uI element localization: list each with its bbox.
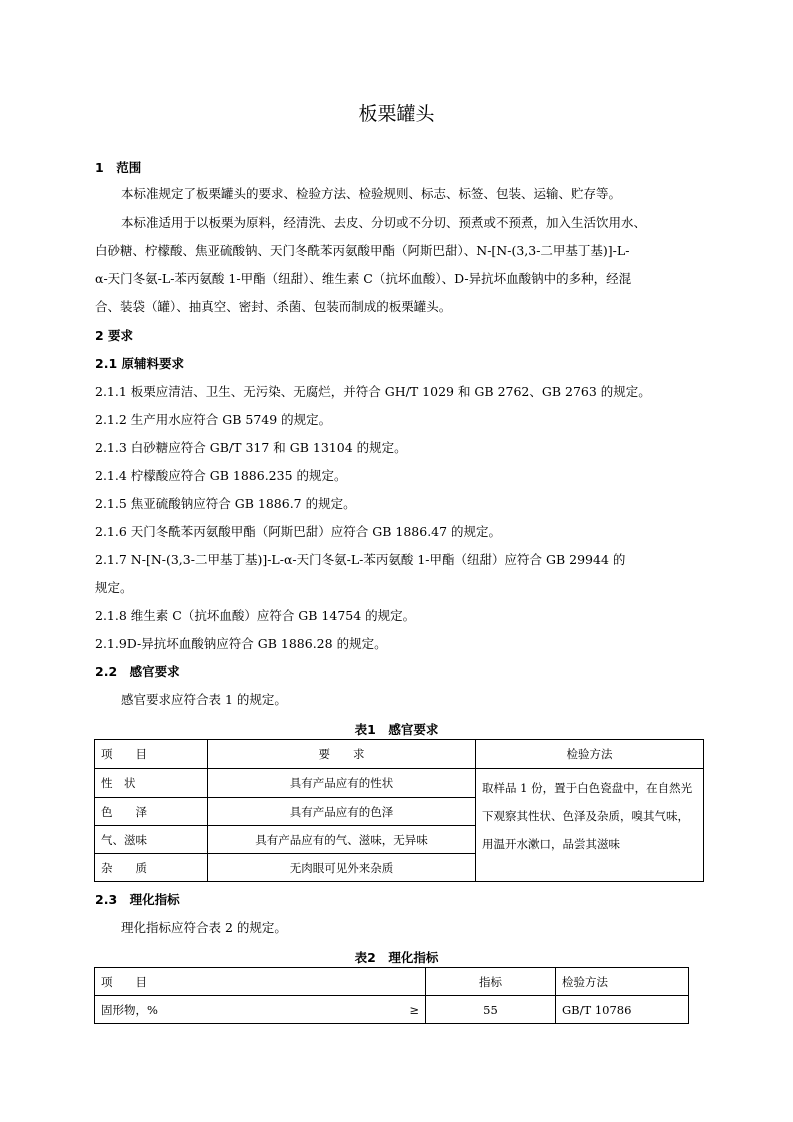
clause-item: 2.1.9D-异抗坏血酸钠应符合 GB 1886.28 的规定。 xyxy=(95,636,387,651)
page-title: 板栗罐头 xyxy=(358,103,435,125)
table-row xyxy=(95,769,704,798)
subsection-heading-materials: 2.1 原辅料要求 xyxy=(95,356,184,371)
paragraph-line: 白砂糖、柠檬酸、焦亚硫酸钠、天门冬酰苯丙氨酸甲酯（阿斯巴甜）、N-[N-(3,3-二甲基丁基)]-L- xyxy=(95,243,630,258)
table-header-row xyxy=(95,968,689,996)
subsection-heading-sensory: 2.2 感官要求 xyxy=(95,664,180,679)
table-cell-item: 气、滋味 xyxy=(95,826,208,854)
clause-item: 规定。 xyxy=(95,580,133,595)
clause-item: 2.1.5 焦亚硫酸钠应符合 GB 1886.7 的规定。 xyxy=(95,496,356,511)
paragraph-line: 合、装袋（罐）、抽真空、密封、杀菌、包装而制成的板栗罐头。 xyxy=(95,299,452,314)
clause-item: 2.1.4 柠檬酸应符合 GB 1886.235 的规定。 xyxy=(95,468,347,483)
table-cell-requirement: 具有产品应有的色泽 xyxy=(208,798,476,826)
table1-caption: 表1 感官要求 xyxy=(354,722,439,737)
paragraph-line: 本标准规定了板栗罐头的要求、检验方法、检验规则、标志、标签、包装、运输、贮存等。 xyxy=(121,186,622,201)
table-header-row xyxy=(95,740,704,769)
clause-item: 2.1.1 板栗应清洁、卫生、无污染、无腐烂，并符合 GH/T 1029 和 GB 2762、GB 2763 的规定。 xyxy=(95,384,651,399)
clause-item: 2.1.3 白砂糖应符合 GB/T 317 和 GB 13104 的规定。 xyxy=(95,440,407,455)
paragraph-line: 感官要求应符合表 1 的规定。 xyxy=(121,692,287,707)
section-heading-scope: 1 范围 xyxy=(95,160,142,175)
method-line: 用温开水漱口，品尝其滋味 xyxy=(482,837,620,851)
table-cell-requirement: 具有产品应有的气、滋味，无异味 xyxy=(208,826,476,854)
paragraph-line: 理化指标应符合表 2 的规定。 xyxy=(121,920,287,935)
table-header-cell: 要 求 xyxy=(208,740,476,769)
table-row xyxy=(95,996,689,1024)
table-cell-value: 55 xyxy=(426,996,556,1024)
paragraph-line: α-天门冬氨-L-苯丙氨酸 1-甲酯（纽甜）、维生素 C（抗坏血酸）、D-异抗坏血酸钠中的多种，经混 xyxy=(95,271,632,286)
physicochemical-table xyxy=(94,967,689,1024)
clause-item: 2.1.2 生产用水应符合 GB 5749 的规定。 xyxy=(95,412,332,427)
method-line: 下观察其性状、色泽及杂质，嗅其气味， xyxy=(482,809,689,823)
table-cell-item xyxy=(95,996,426,1024)
method-line: 取样品 1 份，置于白色瓷盘中，在自然光 xyxy=(482,781,693,795)
table-cell-method xyxy=(476,769,704,882)
table-header-cell: 检验方法 xyxy=(476,740,704,769)
table-header-cell: 项 目 xyxy=(95,740,208,769)
paragraph-line: 本标准适用于以板栗为原料，经清洗、去皮、分切或不分切、预煮或不预煮，加入生活饮用水、 xyxy=(121,215,647,230)
subsection-heading-physicochemical: 2.3 理化指标 xyxy=(95,892,180,907)
table-cell-item: 性 状 xyxy=(95,769,208,798)
table-cell-item: 色 泽 xyxy=(95,798,208,826)
table-cell-method: GB/T 10786 xyxy=(556,996,689,1024)
clause-item: 2.1.6 天门冬酰苯丙氨酸甲酯（阿斯巴甜）应符合 GB 1886.47 的规定。 xyxy=(95,524,502,539)
table-cell-item: 杂 质 xyxy=(95,854,208,882)
operator-symbol: ≥ xyxy=(409,1002,419,1017)
table-header-cell: 指标 xyxy=(426,968,556,996)
table-cell-requirement: 具有产品应有的性状 xyxy=(208,769,476,798)
table-header-cell: 检验方法 xyxy=(556,968,689,996)
sensory-table xyxy=(94,739,704,882)
table-header-cell: 项 目 xyxy=(95,968,426,996)
table2-caption: 表2 理化指标 xyxy=(354,950,439,965)
clause-item: 2.1.7 N-[N-(3,3-二甲基丁基)]-L-α-天门冬氨-L-苯丙氨酸 1-甲酯（纽甜）应符合 GB 29944 的 xyxy=(95,552,626,567)
item-label: 固形物，% xyxy=(101,1002,158,1017)
clause-item: 2.1.8 维生素 C（抗坏血酸）应符合 GB 14754 的规定。 xyxy=(95,608,416,623)
table-cell-requirement: 无肉眼可见外来杂质 xyxy=(208,854,476,882)
section-heading-requirements: 2 要求 xyxy=(95,328,134,343)
